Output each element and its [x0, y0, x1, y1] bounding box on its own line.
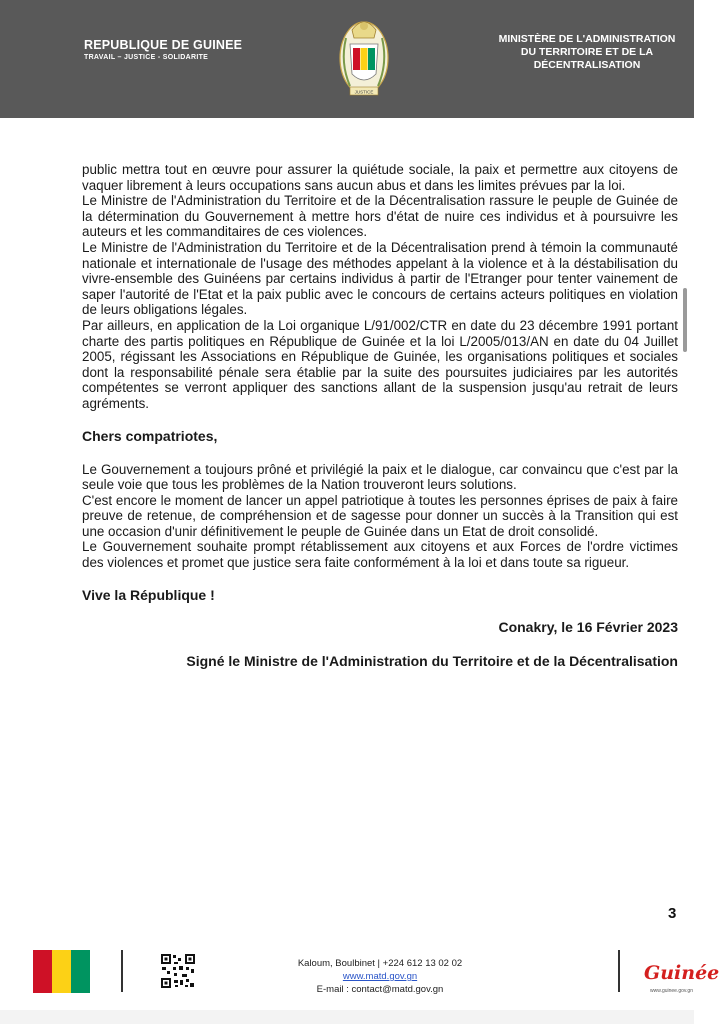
guinee-logo-word: Guinée: [644, 962, 719, 984]
qr-code-icon[interactable]: [160, 953, 196, 989]
footer-divider: [121, 950, 123, 992]
footer-divider: [618, 950, 620, 992]
ministry-line: MINISTÈRE DE L'ADMINISTRATION: [498, 33, 676, 45]
greeting: Chers compatriotes,: [82, 427, 218, 444]
place-and-date: Conakry, le 16 Février 2023: [498, 618, 678, 635]
ministry-line: DU TERRITOIRE ET DE LA: [520, 46, 654, 58]
document-body: [82, 162, 678, 669]
body-paragraph: public mettra tout en œuvre pour assurer la quiétude sociale, la paix et permettre aux citoyens de vaquer librement à leurs occupations sans aucun abus et dans les limites prévues par la loi.: [82, 162, 678, 193]
body-paragraph: Le Ministre de l'Administration du Territoire et de la Décentralisation prend à témoin la communauté nationale et internationale de l'usage des méthodes appelant à la violence et à la déstabilisation du vivre-ensemble des Guinéens par certains individus à partir de l'Etranger pour tenter vainement de saper l'autorité de l'Etat et la paix public avec le concours de certains acteurs politiques en violation de leurs obligations légales.: [82, 239, 678, 318]
footer-contact: [280, 957, 480, 996]
body-paragraph: Le Gouvernement souhaite prompt rétablissement aux citoyens et aux Forces de l'ordre victimes des violences et promet que justice sera faite conformément à la loi et dans toute sa rigueur.: [82, 539, 678, 571]
coat-of-arms-emblem: [330, 8, 398, 108]
guinee-logo-url: www.guinee.gov.gn: [650, 988, 693, 994]
ministry-block: [478, 33, 696, 72]
ministry-line: DÉCENTRALISATION: [533, 59, 641, 71]
country-block: [84, 38, 242, 61]
body-paragraph: Le Gouvernement a toujours prôné et privilégié la paix et le dialogue, car convaincu que c'est par la seule voie que tous les problèmes de la Nation trouveront leurs solutions.: [82, 461, 678, 493]
body-paragraph: Par ailleurs, en application de la Loi organique L/91/002/CTR en date du 23 décembre 1991 portant charte des partis politiques en République de Guinée et la loi L/2005/013/AN en date du 04 Juillet 2005, régissant les Associations en République de Guinée, les organisations politiques et sociales dont la responsabilité pénale sera établie par la suite des poursuites judiciaires par les autorités compétentes se verront appliquer des sanctions allant de la suspension jusqu'au retrait de leurs agréments.: [82, 317, 678, 411]
guinee-logo[interactable]: [636, 957, 719, 997]
footer-email[interactable]: E-mail : contact@matd.gov.gn: [316, 984, 444, 995]
signature-line: Signé le Ministre de l'Administration du Territoire et de la Décentralisation: [186, 652, 678, 669]
footer-website-link[interactable]: www.matd.gov.gn: [342, 971, 418, 982]
national-motto: TRAVAIL – JUSTICE - SOLIDARITE: [84, 54, 209, 61]
closing-salutation: Vive la République !: [82, 586, 215, 603]
page-number: 3: [668, 905, 677, 922]
guinea-flag-icon: [33, 950, 90, 993]
page-bottom-edge: [0, 1010, 694, 1024]
footer-address: Kaloum, Boulbinet | +224 612 13 02 02: [297, 958, 463, 969]
body-paragraph: C'est encore le moment de lancer un appel patriotique à toutes les personnes éprises de paix à faire preuve de retenue, de compréhension et de sagesse pour donner un succès à la Transition qui est une occasion d'unir définitivement le peuple de Guinée dans un Etat de droit consolidé.: [82, 492, 678, 539]
emblem-motto: JUSTICE: [354, 89, 374, 95]
scrollbar-thumb[interactable]: [683, 288, 687, 352]
country-name: REPUBLIQUE DE GUINEE: [84, 38, 243, 52]
document-header: [0, 0, 694, 118]
body-paragraph: Le Ministre de l'Administration du Territoire et de la Décentralisation rassure le peuple de Guinée de la détermination du Gouvernement à mettre hors d'état de nuire ces individus et à poursuivre les auteurs et les commanditaires de ces violences.: [82, 193, 678, 240]
